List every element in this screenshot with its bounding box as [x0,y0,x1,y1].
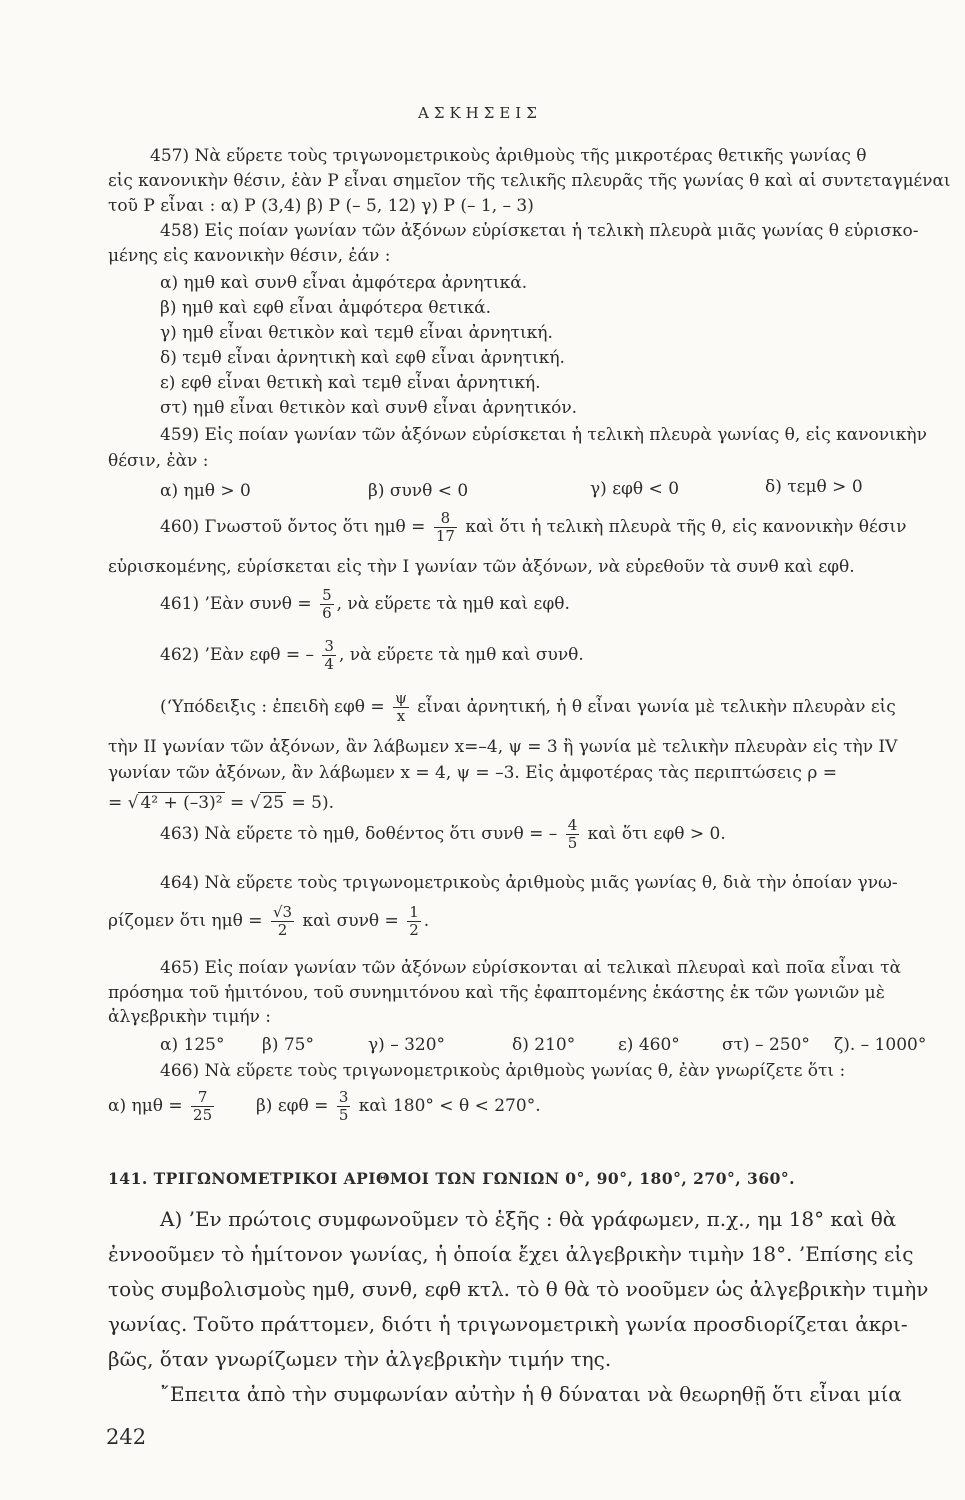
exercise-465-line-1: 465) Εἰς ποίαν γωνίαν τῶν ἀξόνων εὑρίσκονται αἱ τελικαὶ πλευραὶ καὶ ποῖα εἶναι τὰ [160,958,901,978]
fraction-denominator: 4 [324,655,334,673]
exercise-459-c: γ) εφθ < 0 [590,479,680,499]
fraction-denominator: 17 [435,527,455,545]
fraction-3-4 [322,638,336,673]
exercise-465-item: ε) 460° [618,1035,680,1055]
hint-text: = √ [224,793,261,813]
section-paragraph-line: ἐννοοῦμεν τὸ ἡμίτονον γωνίας, ἡ ὁποία ἔχει ἀλγεβρικὴν τιμὴν 18°. ’Επίσης εἰς [108,1242,914,1266]
exercise-461-text: 461) ’Εὰν συνθ = [160,594,312,614]
hint-line-2: τὴν II γωνίαν τῶν ἀξόνων, ἂν λάβωμεν x=–4, ψ = 3 ἢ γωνία μὲ τελικὴν πλευρὰν εἰς τὴν IV [108,737,898,757]
section-paragraph-line: βῶς, ὅταν γνωρίζωμεν τὴν ἀλγεβρικὴν τιμήν της. [108,1347,612,1371]
fraction-psi-x [393,690,409,725]
page-number: 242 [106,1425,147,1449]
section-paragraph-line: ῎Επειτα ἀπὸ τὴν συμφωνίαν αὐτὴν ἡ θ δύναται νὰ θεωρηθῇ ὅτι εἶναι μία [160,1382,902,1406]
exercise-464-text: καὶ συνθ = [302,911,399,931]
square-root: 4² + (–3)² [140,793,223,813]
page-title: ΑΣΚΗΣΕΙΣ [418,104,542,122]
exercise-463-text: 463) Νὰ εὕρετε τὸ ημθ, δοθέντος ὅτι συνθ = – [160,824,558,844]
exercise-459-line-1: 459) Εἰς ποίαν γωνίαν τῶν ἀξόνων εὑρίσκεται ἡ τελικὴ πλευρὰ γωνίας θ, εἰς κανονικὴν [160,425,927,445]
exercise-460-line-2: εὑρισκομένης, εὑρίσκεται εἰς τὴν I γωνίαν τῶν ἀξόνων, νὰ εὑρεθοῦν τὰ συνθ καὶ εφθ. [108,557,855,577]
exercise-460-line-1 [160,508,906,546]
exercise-465-line-2: πρόσημα τοῦ ἡμιτόνου, τοῦ συνημιτόνου καὶ τῆς ἐφαπτομένης ἑκάστης ἐκ τῶν γωνιῶν μὲ [108,983,885,1003]
exercise-458-line-2: μένης εἰς κανονικὴν θέσιν, ἐάν : [108,246,391,266]
exercise-466-text: β) εφθ = [255,1096,329,1116]
exercise-458-item: ε) εφθ εἶναι θετικὴ καὶ τεμθ εἶναι ἀρνητική. [160,373,541,393]
exercise-464-line-2 [108,902,429,940]
section-paragraph-line: τοὺς συμβολισμοὺς ημθ, συνθ, εφθ κτλ. τὸ θ θὰ τὸ νοοῦμεν ὡς ἀλγεβρικὴν τιμὴν [108,1277,929,1301]
exercise-465-item: ζ). – 1000° [834,1035,927,1055]
exercise-459-b: β) συνθ < 0 [368,481,469,501]
square-root: 25 [262,793,285,813]
exercise-459-d: δ) τεμθ > 0 [765,477,863,497]
exercise-457-line-1: 457) Νὰ εὕρετε τοὺς τριγωνομετρικοὺς ἀριθμοὺς τῆς μικροτέρας θετικῆς γωνίας θ [150,146,867,166]
fraction-numerator: 8 [440,509,451,527]
exercise-458-item: β) ημθ καὶ εφθ εἶναι ἀμφότερα θετικά. [160,298,491,318]
fraction-4-5 [566,817,580,852]
exercise-458-item: α) ημθ καὶ συνθ εἶναι ἀμφότερα ἀρνητικά. [160,273,528,293]
exercise-458-line-1: 458) Εἰς ποίαν γωνίαν τῶν ἀξόνων εὑρίσκεται ἡ τελικὴ πλευρὰ μιᾶς γωνίας θ εὑρισκο- [160,221,919,241]
fraction-denominator: x [393,707,409,725]
fraction-numerator: ψ [395,689,407,707]
fraction-5-6 [320,587,334,622]
exercise-458-item: στ) ημθ εἶναι θετικὸν καὶ συνθ εἶναι ἀρνητικόν. [160,398,578,418]
fraction-denominator: 6 [322,604,332,622]
fraction-1-2 [407,904,421,939]
fraction-8-17 [434,510,457,545]
exercise-464-text: . [423,911,430,931]
exercise-458-item: γ) ημθ εἶναι θετικὸν καὶ τεμθ εἶναι ἀρνητική. [160,323,553,343]
fraction-denominator: 5 [338,1106,349,1124]
exercise-466-text: καὶ 180° < θ < 270°. [358,1096,541,1116]
fraction-sqrt3-2 [271,904,294,939]
section-heading: 141. ΤΡΙΓΩΝΟΜΕΤΡΙΚΟΙ ΑΡΙΘΜΟΙ ΤΩΝ ΓΩΝΙΩΝ 0°, 90°, 180°, 270°, 360°. [108,1169,796,1188]
exercise-465-item: β) 75° [262,1035,314,1055]
fraction-numerator: √3 [272,903,293,921]
exercise-465-item: γ) – 320° [368,1035,446,1055]
fraction-numerator: 3 [324,637,334,655]
exercise-460-text: καὶ ὅτι ἡ τελικὴ πλευρὰ τῆς θ, εἰς κανονικὴν θέσιν [465,517,907,537]
exercise-465-item: δ) 210° [512,1035,576,1055]
exercise-462-text: 462) ’Εὰν εφθ = – [160,645,315,665]
hint-line-3: γωνίαν τῶν ἀξόνων, ἂν λάβωμεν x = 4, ψ = –3. Εἰς ἀμφοτέρας τὰς περιπτώσεις ρ = [108,763,837,783]
fraction-numerator: 3 [338,1088,349,1106]
exercise-465-item: στ) – 250° [722,1035,810,1055]
fraction-3-5 [337,1089,351,1124]
section-paragraph-line: Α) ’Εν πρώτοις συμφωνοῦμεν τὸ ἑξῆς : θὰ γράφωμεν, π.χ., ημ 18° καὶ θὰ [160,1207,897,1231]
exercise-460-text: 460) Γνωστοῦ ὄντος ὅτι ημθ = [160,517,426,537]
exercise-459-line-2: θέσιν, ἐὰν : [108,451,209,471]
exercise-465-line-3: ἀλγεβρικὴν τιμήν : [108,1007,272,1027]
exercise-459-a: α) ημθ > 0 [160,481,251,501]
fraction-denominator: 2 [271,921,294,939]
exercise-457-line-3: τοῦ P εἶναι : α) P (3,4) β) P (– 5, 12) γ) P (– 1, – 3) [108,196,534,216]
fraction-numerator: 5 [322,586,332,604]
exercise-465-item: α) 125° [160,1035,225,1055]
exercise-466-line-2 [108,1087,541,1125]
exercise-463 [160,815,726,853]
hint-line-4 [108,792,334,814]
hint-text: = √ [108,793,139,813]
exercise-463-text: καὶ ὅτι εφθ > 0. [587,824,726,844]
fraction-7-25 [191,1089,214,1124]
hint-text: εἶναι ἀρνητική, ἡ θ εἶναι γωνία μὲ τελικὴν πλευρὰν εἰς [417,697,896,717]
exercise-462 [160,636,584,674]
fraction-numerator: 7 [197,1088,208,1106]
hint-line-1 [160,688,896,726]
hint-text: (‘Υπόδειξις : ἐπειδὴ εφθ = [160,697,385,717]
exercise-462-text: , νὰ εὕρετε τὰ ημθ καὶ συνθ. [338,645,584,665]
exercise-466-text: α) ημθ = [108,1096,183,1116]
fraction-denominator: 5 [567,834,578,852]
exercise-458-item: δ) τεμθ εἶναι ἀρνητικὴ καὶ εφθ εἶναι ἀρνητική. [160,348,565,368]
fraction-numerator: 1 [409,903,419,921]
fraction-denominator: 25 [193,1106,213,1124]
exercise-457-line-2: εἰς κανονικὴν θέσιν, ἐὰν P εἶναι σημεῖον τῆς τελικῆς πλευρᾶς τῆς γωνίας θ καὶ αἱ συντεταγμέναι [108,171,951,191]
exercise-461 [160,585,570,623]
exercise-464-text: ρίζομεν ὅτι ημθ = [108,911,263,931]
exercise-461-text: , νὰ εὕρετε τὰ ημθ καὶ εφθ. [336,594,570,614]
hint-text: = 5). [286,793,334,813]
fraction-denominator: 2 [409,921,419,939]
section-paragraph-line: γωνίας. Τοῦτο πράττομεν, διότι ἡ τριγωνομετρικὴ γωνία προσδιορίζεται ἀκρι- [108,1312,908,1336]
exercise-464-line-1: 464) Νὰ εὕρετε τοὺς τριγωνομετρικοὺς ἀριθμοὺς μιᾶς γωνίας θ, διὰ τὴν ὁποίαν γνω- [160,873,898,893]
exercise-466-line-1: 466) Νὰ εὕρετε τοὺς τριγωνομετρικοὺς ἀριθμοὺς γωνίας θ, ἐὰν γνωρίζετε ὅτι : [160,1061,846,1081]
fraction-numerator: 4 [567,816,578,834]
